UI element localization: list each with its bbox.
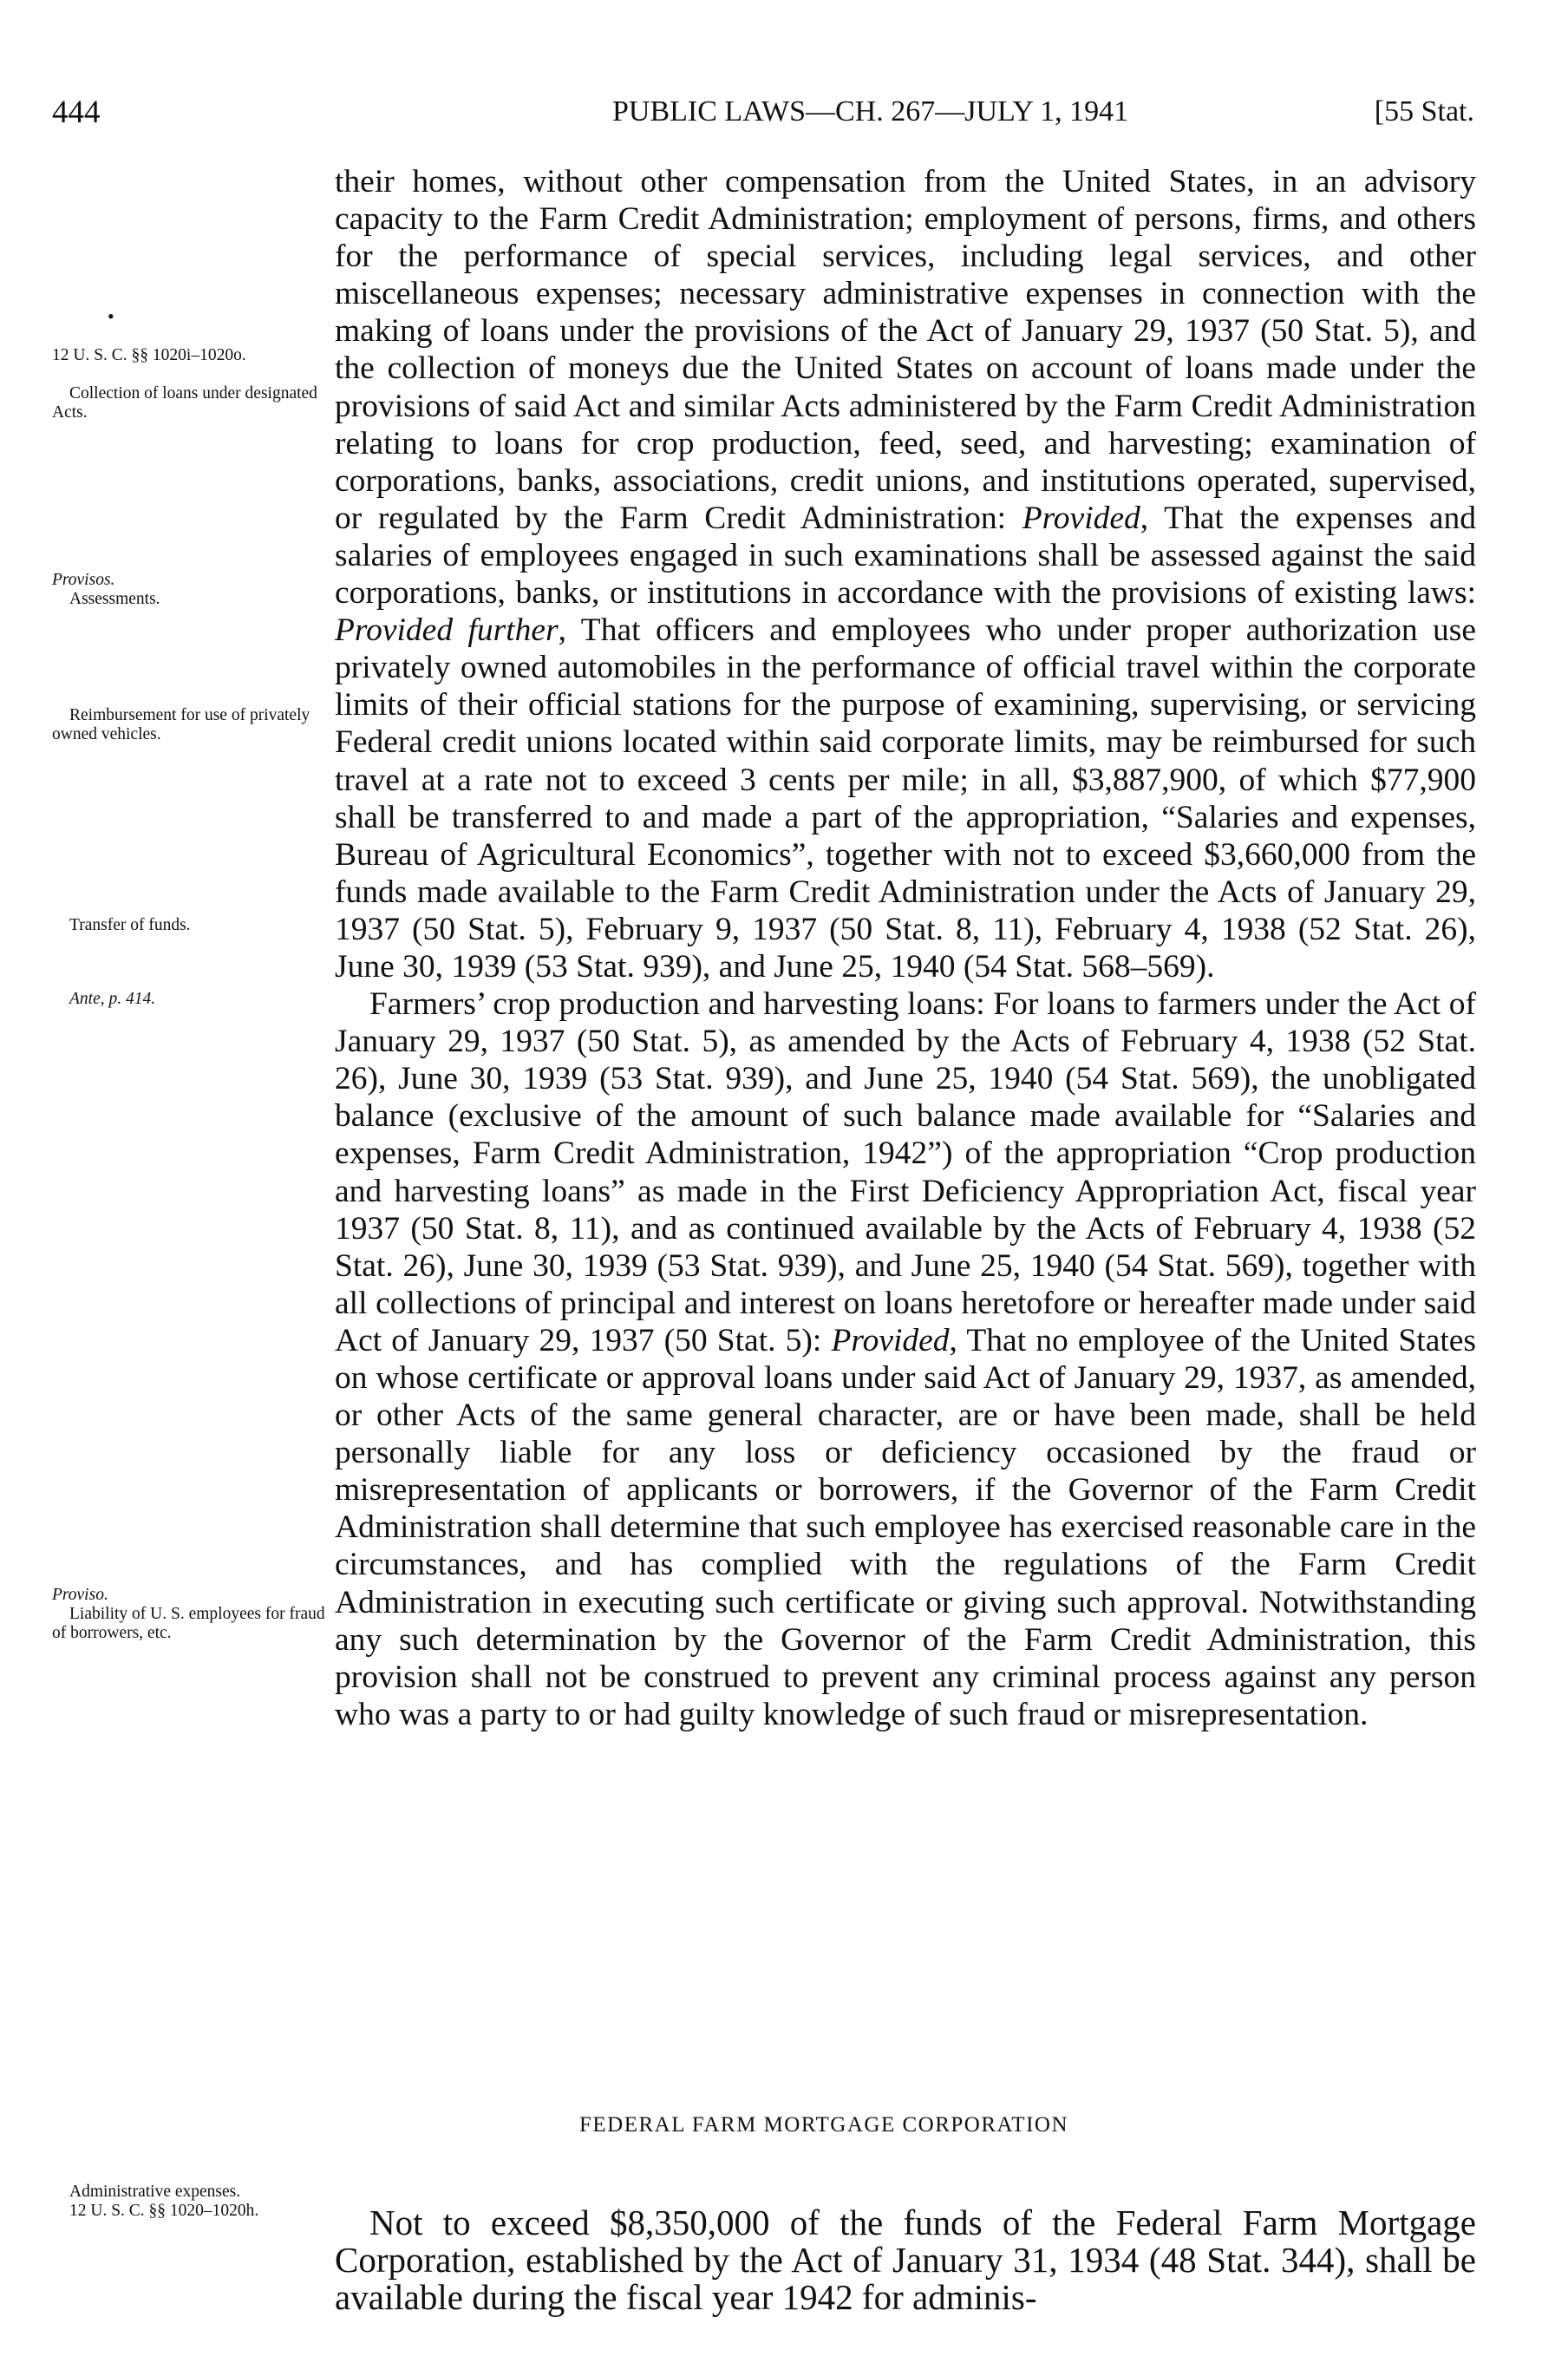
main-text bbox=[335, 163, 1476, 1733]
margin-note-provisos bbox=[52, 571, 330, 609]
para2-text-a: Farmers’ crop production and harvesting loans: For loans to farmers under the Act of January 29, 1937 (50 Stat. 5), as amended by the Acts of February 4, 1938 (52 Stat. 26), June 30, 1939 (53 Stat. 939), and June 25, 1940 (54 Stat. 569), the unobligated balance (exclusive of the amount of such balance made available for “Salaries and expenses, Farm Credit Administration, 1942”) of the appropriation “Crop production and harvesting loans” as made in the First Deficiency Appropriation Act, fiscal year 1937 (50 Stat. 8, 11), and as continued available by the Acts of February 4, 1938 (52 Stat. 26), June 30, 1939 (53 Stat. 939), and June 25, 1940 (54 Stat. 569), together with all collections of principal and interest on loans heretofore or hereafter made under said Act of January 29, 1937 (50 Stat. 5): bbox=[335, 986, 1476, 1358]
margin-proviso-label: Proviso. bbox=[52, 1586, 108, 1604]
margin-admin-text: Administrative expenses. bbox=[69, 2183, 241, 2201]
provided-further-label: Provided further bbox=[335, 612, 559, 649]
margin-note-citation bbox=[52, 346, 330, 365]
margin-transfer-text: Transfer of funds. bbox=[69, 916, 191, 934]
provided-label-2: Provided bbox=[831, 1322, 950, 1358]
paragraph-1 bbox=[335, 163, 1476, 985]
provided-label-1: Provided bbox=[1022, 500, 1140, 536]
para1-text-a: their homes, without other compensation from the United States, in an advisory capacity to the Farm Credit Administration; employment of persons, firms, and others for the performance of special services, including legal services, and other miscellaneous expenses; necessary administrative expenses in connection with the making of loans under the provisions of the Act of January 29, 1937 (50 Stat. 5), and the collection of moneys due the United States on account of loans made under the provisions of said Act and similar Acts administered by the Farm Credit Administration relating to loans for crop production, feed, seed, and harvesting; examination of corporations, banks, associations, credit unions, and institutions operated, supervised, or regulated by the Farm Credit Administration: bbox=[335, 164, 1476, 536]
margin-note-collection bbox=[52, 384, 330, 422]
running-title: PUBLIC LAWS—CH. 267—JULY 1, 1941 bbox=[612, 95, 1129, 128]
margin-collection-text: Collection of loans under designated Acts. bbox=[52, 384, 317, 422]
section-heading: FEDERAL FARM MORTGAGE CORPORATION bbox=[579, 2113, 1069, 2137]
margin-note-ante bbox=[52, 990, 330, 1009]
margin-dot: • bbox=[108, 305, 114, 327]
margin-reimbursement-text: Reimbursement for use of privately owned vehicles. bbox=[52, 706, 310, 743]
margin-citation-text: 12 U. S. C. §§ 1020i–1020o. bbox=[52, 346, 246, 364]
paragraph-2 bbox=[335, 985, 1476, 1733]
margin-provisos-label: Provisos. bbox=[52, 571, 115, 589]
margin-note-transfer bbox=[52, 916, 330, 935]
paragraph-3: Not to exceed $8,350,000 of the funds of the Federal Farm Mortgage Corporation, established by the Act of January 31, 1934 (48 Stat. 344), shall be available during the fiscal year 1942 for adminis- bbox=[335, 2203, 1476, 2317]
page-number: 444 bbox=[52, 95, 101, 130]
para1-text-c: , That officers and employees who under proper authorization use privately owned automobiles in the performance of official travel within the corporate limits of their official stations for the purpose of examining, supervising, or servicing Federal credit unions located within said corporate limits, may be reimbursed for such travel at a rate not to exceed 3 cents per mile; in all, $3,887,900, of which $77,900 shall be transferred to and made a part of the appropriation, “Salaries and expenses, Bureau of Agricultural Economics”, together with not to exceed $3,660,000 from the funds made available to the Farm Credit Administration under the Acts of January 29, 1937 (50 Stat. 5), February 9, 1937 (50 Stat. 8, 11), February 4, 1938 (52 Stat. 26), June 30, 1939 (53 Stat. 939), and June 25, 1940 (54 Stat. 568–569). bbox=[335, 612, 1476, 985]
margin-note-reimbursement bbox=[52, 706, 330, 744]
para1-text-b: , That the expenses and salaries of employees engaged in such examinations shall be assessed against the said corporations, banks, or institutions in accordance with the provisions of existing laws: bbox=[335, 500, 1476, 612]
margin-assessments: Assessments. bbox=[69, 590, 160, 608]
margin-liability-text: Liability of U. S. employees for fraud of borrowers, etc. bbox=[52, 1605, 325, 1642]
para2-text-b: , That no employee of the United States on whose certificate or approval loans under said Act of January 29, 1937, as amended, or other Acts of the same general character, are or have been made, shall be held personally liable for any loss or deficiency occasioned by the fraud or misrepresentation of applicants or borrowers, if the Governor of the Farm Credit Administration shall determine that such employee has exercised reasonable care in the circumstances, and has complied with the regulations of the Farm Credit Administration in executing such certificate or giving such approval. Notwithstanding any such determination by the Governor of the Farm Credit Administration, this provision shall not be construed to prevent any criminal process against any person who was a party to or had guilty knowledge of such fraud or misrepresentation. bbox=[335, 1322, 1476, 1732]
margin-citation-2: 12 U. S. C. §§ 1020–1020h. bbox=[69, 2202, 259, 2220]
running-header bbox=[52, 94, 1474, 137]
volume-reference: [55 Stat. bbox=[1374, 95, 1474, 128]
margin-note-proviso bbox=[52, 1586, 330, 1643]
margin-ante-ref: Ante, p. 414. bbox=[69, 990, 156, 1008]
margin-note-admin bbox=[52, 2183, 330, 2221]
